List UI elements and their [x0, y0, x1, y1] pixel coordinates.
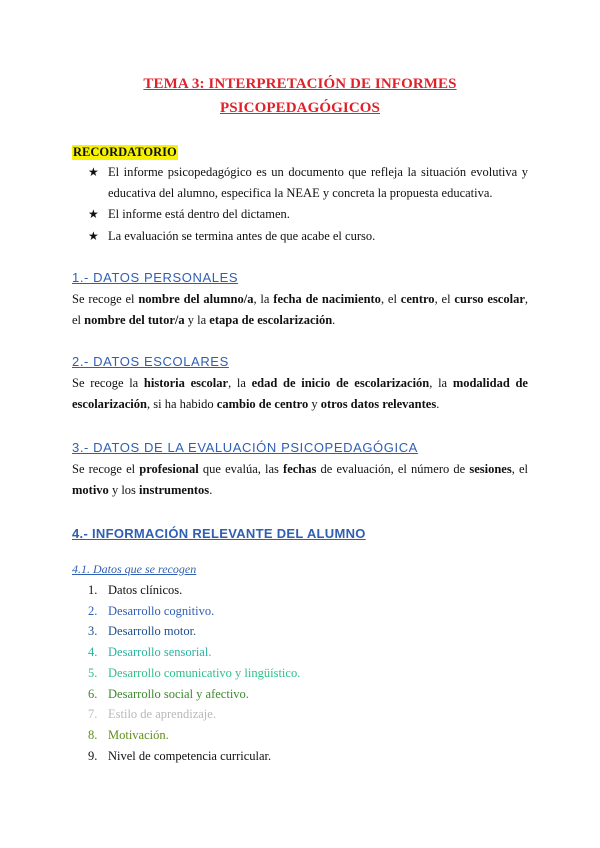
section-paragraph-personal-data — [72, 289, 528, 331]
bold-text: nombre del tutor/a — [84, 313, 185, 327]
list-item — [88, 684, 300, 705]
text-run: , el — [511, 462, 528, 476]
section-paragraph-evaluation-data — [72, 459, 528, 501]
list-item — [88, 601, 300, 622]
bold-text: edad de inicio de escolarización — [251, 376, 430, 390]
collected-data-list — [88, 580, 300, 766]
item-text: Motivación. — [108, 727, 169, 742]
list-item — [88, 204, 528, 225]
text-run: , la — [429, 376, 453, 390]
text-run: . — [209, 483, 213, 497]
section-paragraph-school-data — [72, 373, 528, 415]
text-run: y — [308, 397, 321, 411]
text-run: Se recoge el — [72, 462, 140, 476]
text-run: , la — [253, 292, 274, 306]
text-run: , si ha habido — [146, 397, 217, 411]
text-run: que evalúa, las — [198, 462, 284, 476]
list-item — [88, 226, 528, 247]
item-text: Datos clínicos. — [108, 583, 183, 597]
list-item — [88, 642, 300, 663]
text-run: , el — [72, 292, 528, 327]
bold-text: modalidad de escolarización — [72, 376, 528, 411]
item-text: Desarrollo comunicativo y lingüístico. — [108, 665, 301, 680]
text-run: , el — [434, 292, 455, 306]
text-run: . — [332, 313, 336, 327]
bold-text: profesional — [139, 462, 199, 476]
item-number: 8. — [88, 727, 98, 742]
section-heading-student-info: 4.- INFORMACIÓN RELEVANTE DEL ALUMNO — [72, 526, 366, 541]
bold-text: nombre del alumno/a — [138, 292, 254, 306]
document-title-line-2: PSICOPEDAGÓGICOS — [220, 100, 380, 116]
text-run: Se recoge la — [72, 376, 144, 390]
list-item — [88, 725, 300, 746]
item-number: 7. — [88, 707, 98, 722]
bold-text: etapa de escolarización — [209, 313, 333, 327]
text-run: Se recoge el — [72, 292, 139, 306]
item-number: 9. — [88, 748, 98, 763]
star-icon: ★ — [88, 165, 99, 179]
bold-text: instrumentos — [139, 483, 210, 497]
item-text: Desarrollo motor. — [108, 624, 197, 639]
list-item — [88, 621, 300, 642]
reminder-text: La evaluación se termina antes de que acabe el curso. — [108, 228, 376, 243]
text-run: y los — [108, 483, 140, 497]
item-number: 4. — [88, 645, 98, 660]
item-text: Desarrollo sensorial. — [108, 645, 212, 660]
list-item — [88, 580, 300, 601]
item-number: 1. — [88, 583, 98, 597]
item-number: 5. — [88, 665, 98, 680]
reminder-label: RECORDATORIO — [73, 145, 177, 159]
bold-text: fechas — [283, 462, 317, 476]
star-icon: ★ — [88, 207, 99, 221]
bold-text: otros datos relevantes — [320, 397, 437, 411]
bold-text: cambio de centro — [216, 397, 309, 411]
document-title-line-1: TEMA 3: INTERPRETACIÓN DE INFORMES — [143, 76, 457, 92]
text-run: , el — [380, 292, 401, 306]
item-text: Nivel de competencia curricular. — [108, 748, 272, 763]
text-run: . — [436, 397, 440, 411]
reminder-text: El informe psicopedagógico es un documento que refleja la situación evolutiva y educativa del alumno, especifica la NEAE y concreta la propuesta educativa. — [108, 165, 528, 200]
section-heading-personal-data: 1.- DATOS PERSONALES — [72, 270, 239, 285]
subsection-heading: 4.1. Datos que se recogen — [72, 562, 197, 576]
bold-text: fecha de nacimiento — [273, 292, 381, 306]
list-item — [88, 162, 528, 203]
list-item — [88, 746, 300, 767]
list-item — [88, 663, 300, 684]
item-number: 6. — [88, 686, 98, 701]
reminder-list — [88, 162, 528, 247]
item-number: 3. — [88, 624, 98, 639]
list-item — [88, 704, 300, 725]
bold-text: curso escolar — [454, 292, 525, 306]
item-text: Desarrollo social y afectivo. — [108, 686, 249, 701]
bold-text: sesiones — [469, 462, 512, 476]
section-heading-evaluation-data: 3.- DATOS DE LA EVALUACIÓN PSICOPEDAGÓGICA — [72, 440, 418, 455]
star-icon: ★ — [88, 228, 99, 243]
text-run: y la — [184, 313, 210, 327]
bold-text: motivo — [72, 483, 109, 497]
section-heading-school-data: 2.- DATOS ESCOLARES — [72, 354, 229, 369]
item-text: Desarrollo cognitivo. — [108, 603, 215, 618]
bold-text: centro — [400, 292, 435, 306]
item-number: 2. — [88, 603, 98, 618]
item-text: Estilo de aprendizaje. — [108, 707, 216, 722]
text-run: de evaluación, el número de — [316, 462, 470, 476]
bold-text: historia escolar — [143, 376, 229, 390]
reminder-text: El informe está dentro del dictamen. — [108, 207, 290, 221]
text-run: , la — [228, 376, 252, 390]
